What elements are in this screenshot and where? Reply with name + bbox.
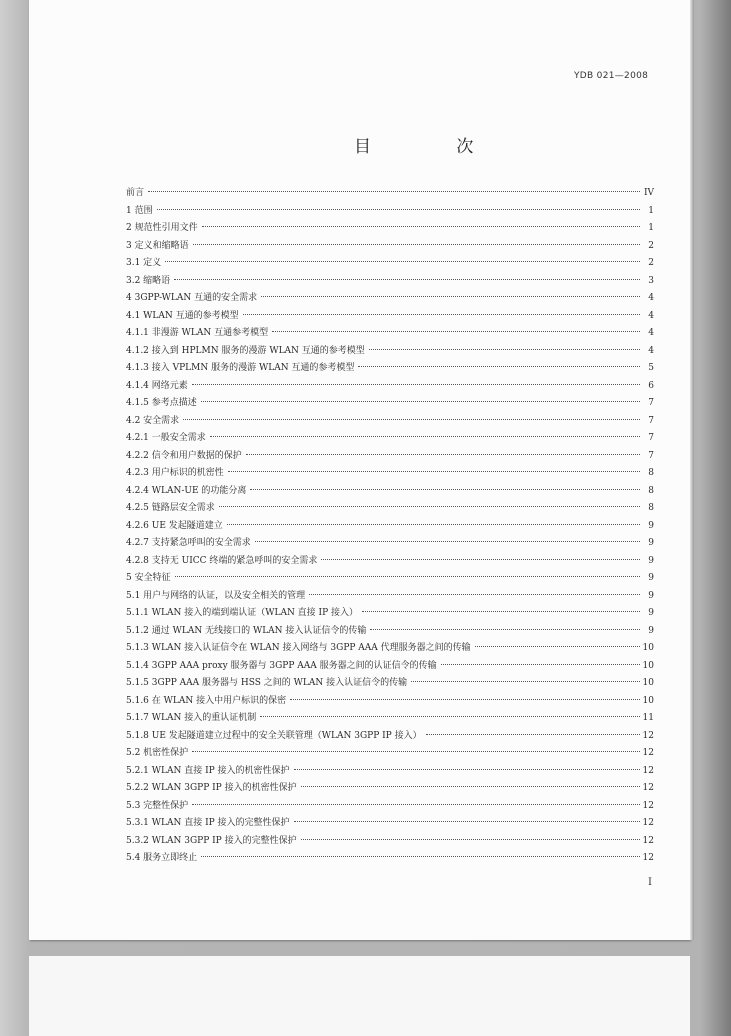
toc-entry-label: 5 安全特征 bbox=[126, 573, 171, 583]
toc-leader-dots bbox=[192, 384, 640, 385]
toc-entry-label: 5.1.4 3GPP AAA proxy 服务器与 3GPP AAA 服务器之间的认证信令的传输 bbox=[126, 660, 437, 671]
toc-entry-label: 4.1 WLAN 互通的参考模型 bbox=[126, 310, 239, 321]
toc-entry-label: 5.1.5 3GPP AAA 服务器与 HSS 之间的 WLAN 接入认证信令的传输 bbox=[126, 678, 408, 688]
toc-entry-page: 12 bbox=[642, 818, 654, 828]
toc-entry[interactable] bbox=[126, 500, 654, 518]
toc-entry-label: 3 定义和缩略语 bbox=[126, 240, 189, 251]
toc-entry-label: 5.3 完整性保护 bbox=[126, 800, 189, 811]
toc-leader-dots bbox=[290, 699, 640, 700]
toc-entry-label: 5.1.1 WLAN 接入的端到端认证（WLAN 直接 IP 接入） bbox=[126, 608, 359, 618]
toc-entry-label: 5.2.1 WLAN 直接 IP 接入的机密性保护 bbox=[126, 765, 290, 776]
toc-entry[interactable] bbox=[126, 693, 654, 711]
toc-entry-page: 10 bbox=[642, 695, 654, 706]
toc-entry-page: 10 bbox=[642, 643, 654, 653]
toc-entry-page: 7 bbox=[648, 398, 654, 408]
toc-entry-page: 1 bbox=[648, 205, 654, 216]
toc-leader-dots bbox=[192, 751, 640, 752]
toc-entry-page: 12 bbox=[642, 853, 654, 863]
toc-leader-dots bbox=[294, 821, 640, 822]
toc-leader-dots bbox=[261, 296, 640, 297]
toc-entry-label: 1 范围 bbox=[126, 205, 153, 216]
toc-entry[interactable] bbox=[126, 518, 654, 536]
toc-leader-dots bbox=[260, 716, 640, 717]
toc-entry[interactable] bbox=[126, 325, 654, 343]
toc-entry[interactable] bbox=[126, 728, 654, 746]
toc-entry-label: 4.2.6 UE 发起隧道建立 bbox=[126, 520, 223, 531]
toc-entry[interactable] bbox=[126, 255, 654, 273]
toc-entry-page: IV bbox=[643, 188, 654, 198]
toc-entry-page: 9 bbox=[648, 590, 654, 601]
toc-entry[interactable] bbox=[126, 483, 654, 501]
toc-entry-label: 4 3GPP-WLAN 互通的安全需求 bbox=[126, 293, 258, 303]
toc-entry-page: 6 bbox=[648, 380, 654, 391]
toc-leader-dots bbox=[210, 436, 640, 437]
toc-leader-dots bbox=[309, 594, 640, 595]
toc-entry-page: 7 bbox=[648, 433, 654, 443]
toc-entry[interactable] bbox=[126, 290, 654, 308]
toc-entry[interactable] bbox=[126, 238, 654, 256]
toc-entry[interactable] bbox=[126, 675, 654, 693]
toc-entry-page: 7 bbox=[648, 450, 654, 461]
toc-entry-page: 4 bbox=[648, 328, 654, 338]
toc-entry-label: 5.3.2 WLAN 3GPP IP 接入的完整性保护 bbox=[126, 835, 297, 846]
toc-leader-dots bbox=[202, 226, 640, 227]
toc-entry[interactable] bbox=[126, 203, 654, 221]
toc-entry-page: 11 bbox=[642, 713, 654, 723]
toc-entry[interactable] bbox=[126, 780, 654, 798]
toc-entry-label: 前言 bbox=[126, 188, 145, 198]
toc-entry-page: 12 bbox=[642, 783, 654, 793]
toc-leader-dots bbox=[157, 209, 640, 210]
toc-entry[interactable] bbox=[126, 378, 654, 396]
toc-leader-dots bbox=[301, 839, 640, 840]
toc-leader-dots bbox=[301, 786, 640, 787]
toc-entry-label: 5.1.6 在 WLAN 接入中用户标识的保密 bbox=[126, 695, 287, 706]
toc-entry-page: 9 bbox=[648, 608, 654, 618]
toc-entry-label: 4.1.5 参考点描述 bbox=[126, 398, 197, 408]
toc-entry-page: 10 bbox=[642, 660, 654, 671]
toc-leader-dots bbox=[321, 559, 640, 560]
toc-entry[interactable] bbox=[126, 185, 654, 203]
toc-entry[interactable] bbox=[126, 763, 654, 781]
toc-entry-label: 4.1.2 接入到 HPLMN 服务的漫游 WLAN 互通的参考模型 bbox=[126, 345, 365, 356]
toc-entry-label: 5.2 机密性保护 bbox=[126, 748, 189, 758]
toc-entry-label: 5.1 用户与网络的认证，以及安全相关的管理 bbox=[126, 590, 306, 601]
toc-leader-dots bbox=[183, 419, 640, 420]
page-edge bbox=[690, 0, 694, 940]
toc-entry-page: 12 bbox=[642, 835, 654, 846]
toc-entry-page: 4 bbox=[648, 293, 654, 303]
toc-entry[interactable] bbox=[126, 658, 654, 676]
toc-leader-dots bbox=[272, 331, 640, 332]
toc-entry-page: 2 bbox=[648, 240, 654, 251]
toc-entry[interactable] bbox=[126, 833, 654, 851]
toc-leader-dots bbox=[165, 261, 640, 262]
toc-leader-dots bbox=[193, 244, 640, 245]
toc-entry[interactable] bbox=[126, 553, 654, 571]
toc-entry-page: 4 bbox=[648, 310, 654, 321]
toc-entry-page: 3 bbox=[648, 275, 654, 286]
toc-entry-label: 4.1.3 接入 VPLMN 服务的漫游 WLAN 互通的参考模型 bbox=[126, 363, 355, 373]
toc-leader-dots bbox=[243, 314, 640, 315]
toc-entry-label: 4.2.4 WLAN-UE 的功能分离 bbox=[126, 485, 247, 496]
toc-entry-label: 3.1 定义 bbox=[126, 258, 162, 268]
toc-entry-page: 10 bbox=[642, 678, 654, 688]
toc-entry-page: 9 bbox=[648, 573, 654, 583]
toc-entry-page: 12 bbox=[642, 730, 654, 741]
toc-leader-dots bbox=[411, 681, 640, 682]
toc-leader-dots bbox=[250, 489, 640, 490]
toc-leader-dots bbox=[201, 401, 640, 402]
toc-entry-label: 5.1.8 UE 发起隧道建立过程中的安全关联管理（WLAN 3GPP IP 接入） bbox=[126, 730, 422, 741]
next-page bbox=[29, 956, 690, 1036]
toc-leader-dots bbox=[201, 856, 640, 857]
toc-leader-dots bbox=[475, 646, 640, 647]
toc-entry-page: 9 bbox=[648, 625, 654, 636]
page-title: 目 次 bbox=[354, 137, 514, 157]
toc-leader-dots bbox=[228, 471, 640, 472]
toc-entry-page: 8 bbox=[648, 468, 654, 478]
toc-entry-page: 1 bbox=[648, 223, 654, 233]
toc-entry-page: 4 bbox=[648, 345, 654, 356]
toc-entry[interactable] bbox=[126, 745, 654, 763]
toc-leader-dots bbox=[358, 366, 640, 367]
document-code: YDB 021—2008 bbox=[574, 71, 649, 81]
toc-leader-dots bbox=[175, 576, 640, 577]
toc-leader-dots bbox=[441, 664, 640, 665]
toc-entry[interactable] bbox=[126, 570, 654, 588]
toc-entry[interactable] bbox=[126, 360, 654, 378]
page-number: I bbox=[648, 877, 652, 888]
toc-entry[interactable] bbox=[126, 623, 654, 641]
toc-entry[interactable] bbox=[126, 640, 654, 658]
toc-entry-label: 4.2.3 用户标识的机密性 bbox=[126, 468, 224, 478]
toc-leader-dots bbox=[369, 349, 640, 350]
toc-entry[interactable] bbox=[126, 798, 654, 816]
toc-entry-page: 12 bbox=[642, 800, 654, 811]
toc-entry[interactable] bbox=[126, 710, 654, 728]
toc-entry[interactable] bbox=[126, 850, 654, 868]
document-page bbox=[29, 0, 690, 940]
toc-entry-page: 12 bbox=[642, 765, 654, 776]
toc-entry-label: 5.2.2 WLAN 3GPP IP 接入的机密性保护 bbox=[126, 783, 297, 793]
toc-entry-label: 4.2.5 链路层安全需求 bbox=[126, 503, 215, 513]
toc-entry[interactable] bbox=[126, 343, 654, 361]
toc-entry-label: 4.1.1 非漫游 WLAN 互通参考模型 bbox=[126, 328, 269, 338]
toc-entry-label: 3.2 缩略语 bbox=[126, 275, 171, 286]
toc-entry[interactable] bbox=[126, 308, 654, 326]
toc-leader-dots bbox=[219, 506, 640, 507]
toc-entry[interactable] bbox=[126, 448, 654, 466]
toc-leader-dots bbox=[294, 769, 640, 770]
table-of-contents bbox=[126, 185, 654, 868]
toc-entry-label: 5.4 服务立即终止 bbox=[126, 853, 198, 863]
toc-entry-page: 12 bbox=[642, 748, 654, 758]
toc-entry-page: 8 bbox=[648, 503, 654, 513]
toc-entry[interactable] bbox=[126, 588, 654, 606]
toc-entry[interactable] bbox=[126, 605, 654, 623]
toc-entry-label: 4.2.1 一般安全需求 bbox=[126, 433, 206, 443]
toc-entry-page: 9 bbox=[648, 520, 654, 531]
toc-leader-dots bbox=[192, 804, 640, 805]
toc-entry-page: 8 bbox=[648, 485, 654, 496]
toc-leader-dots bbox=[174, 279, 640, 280]
toc-entry-label: 2 规范性引用文件 bbox=[126, 223, 198, 233]
toc-leader-dots bbox=[370, 629, 640, 630]
toc-entry-page: 2 bbox=[648, 258, 654, 268]
toc-leader-dots bbox=[426, 734, 640, 735]
toc-entry-label: 5.1.3 WLAN 接入认证信令在 WLAN 接入网络与 3GPP AAA 代理服务器之间的传输 bbox=[126, 643, 471, 653]
toc-entry-label: 4.2.7 支持紧急呼叫的安全需求 bbox=[126, 538, 251, 548]
toc-leader-dots bbox=[227, 524, 640, 525]
toc-entry-label: 4.2.8 支持无 UICC 终端的紧急呼叫的安全需求 bbox=[126, 555, 318, 566]
toc-entry[interactable] bbox=[126, 430, 654, 448]
toc-leader-dots bbox=[148, 191, 640, 192]
toc-entry[interactable] bbox=[126, 815, 654, 833]
toc-entry[interactable] bbox=[126, 465, 654, 483]
toc-entry[interactable] bbox=[126, 220, 654, 238]
toc-leader-dots bbox=[362, 611, 640, 612]
toc-entry-label: 4.1.4 网络元素 bbox=[126, 380, 188, 391]
toc-entry-page: 5 bbox=[648, 363, 654, 373]
toc-entry[interactable] bbox=[126, 273, 654, 291]
toc-entry[interactable] bbox=[126, 395, 654, 413]
toc-entry-label: 4.2 安全需求 bbox=[126, 415, 180, 426]
toc-entry-label: 5.1.7 WLAN 接入的重认证机制 bbox=[126, 713, 257, 723]
toc-entry-label: 5.1.2 通过 WLAN 无线接口的 WLAN 接入认证信令的传输 bbox=[126, 625, 367, 636]
toc-entry[interactable] bbox=[126, 413, 654, 431]
toc-entry[interactable] bbox=[126, 535, 654, 553]
toc-entry-label: 4.2.2 信令和用户数据的保护 bbox=[126, 450, 242, 461]
toc-leader-dots bbox=[246, 454, 640, 455]
toc-entry-page: 9 bbox=[648, 555, 654, 566]
toc-entry-page: 7 bbox=[648, 415, 654, 426]
toc-entry-page: 9 bbox=[648, 538, 654, 548]
toc-leader-dots bbox=[255, 541, 640, 542]
toc-entry-label: 5.3.1 WLAN 直接 IP 接入的完整性保护 bbox=[126, 818, 290, 828]
